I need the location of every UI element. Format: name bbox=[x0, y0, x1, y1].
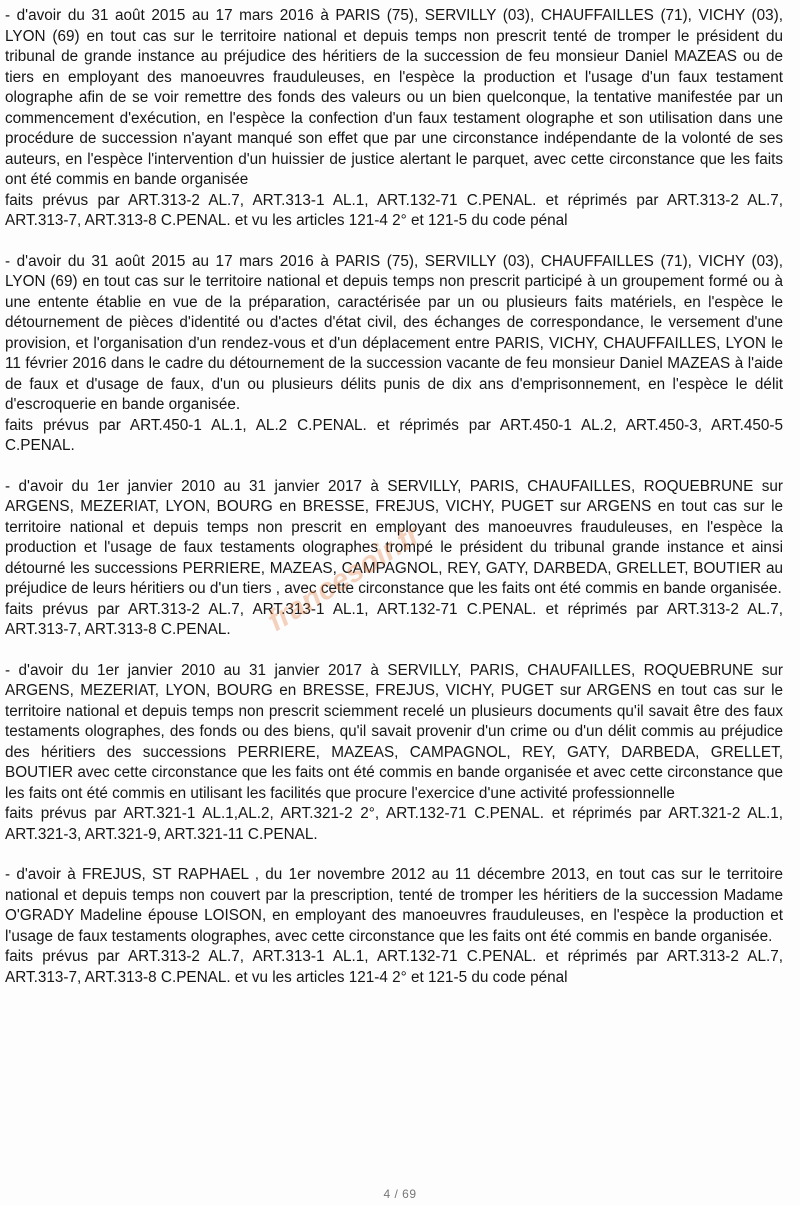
legal-reference: faits prévus par ART.321-1 AL.1,AL.2, ART.321-2 2°, ART.132-71 C.PENAL. et réprimés par ART.321-2 AL.1, ART.321-3, ART.321-9, ART.321-11 C.PENAL. bbox=[5, 805, 783, 843]
charge-description: - d'avoir du 1er janvier 2010 au 31 janvier 2017 à SERVILLY, PARIS, CHAUFAILLES, ROQUEBRUNE sur ARGENS, MEZERIAT, LYON, BOURG en BRESSE, FREJUS, VICHY, PUGET sur ARGENS en tout cas sur le territoire national et depuis temps non prescrit en employant des manoeuvres frauduleuses, en l'espèce la production et l'usage de faux testaments olographes trompé le président du tribunal grande instance et ainsi détourné les successions PERRIERE, MAZEAS, CAMPAGNOL, REY, GATY, DARBEDA, GRELLET, BOUTIER au préjudice de leurs héritiers ou d'un tiers , avec cette circonstance que les faits ont été commis en bande organisée. bbox=[5, 477, 783, 597]
charge-paragraph-5 bbox=[5, 865, 783, 988]
charge-description: - d'avoir à FREJUS, ST RAPHAEL , du 1er novembre 2012 au 11 décembre 2013, en tout cas sur le territoire national et depuis temps non couvert par la prescription, tenté de tromper les héritiers de la succession Madame O'GRADY Madeline épouse LOISON, en employant des manoeuvres frauduleuses, en l'espèce la production et l'usage de faux testaments olographes, avec cette circonstance que les faits ont été commis en bande organisée. bbox=[5, 866, 783, 945]
charge-description: - d'avoir du 31 août 2015 au 17 mars 2016 à PARIS (75), SERVILLY (03), CHAUFFAILLES (71), VICHY (03), LYON (69) en tout cas sur le territoire national et depuis temps non prescrit participé à un groupement formé ou à une entente établie en vue de la préparation, caractérisée par un ou plusieurs faits matériels, en l'espèce le détournement de pièces d'identité ou d'actes d'état civil, des échanges de correspondance, le versement d'une provision, et l'organisation d'un rendez-vous et d'un déplacement entre PARIS, VICHY, CHAUFFAILLES, LYON le 11 février 2016 dans le cadre du détournement de la succession vacante de feu monsieur Daniel MAZEAS à l'aide de faux et d'usage de faux, d'un ou plusieurs délits punis de dix ans d'emprisonnement, en l'espèce le délit d'escroquerie en bande organisée. bbox=[5, 252, 783, 413]
watermark-logo: francesoir.fr bbox=[262, 518, 427, 638]
legal-reference: faits prévus par ART.450-1 AL.1, AL.2 C.PENAL. et réprimés par ART.450-1 AL.2, ART.450-3, ART.450-5 C.PENAL. bbox=[5, 416, 783, 454]
charge-description: - d'avoir du 31 août 2015 au 17 mars 2016 à PARIS (75), SERVILLY (03), CHAUFFAILLES (71), VICHY (03), LYON (69) en tout cas sur le territoire national et depuis temps non prescrit tenté de tromper le président du tribunal de grande instance au préjudice des héritiers de la succession de feu monsieur Daniel MAZEAS ou de tiers en employant des manoeuvres frauduleuses, en l'espèce la production et l'usage d'un faux testament olographe afin de se voir remettre des fonds des valeurs ou un bien quelconque, la tentative manifestée par un commencement d'exécution, en l'espèce la confection d'un faux testament olographe et son utilisation dans une procédure de succession n'ayant manqué son effet que par une circonstance indépendante de la volonté de ses auteurs, en l'espèce l'intervention d'un huissier de justice alertant le parquet, avec cette circonstance que les faits ont été commis en bande organisée bbox=[5, 7, 783, 188]
charge-paragraph-2 bbox=[5, 252, 783, 457]
legal-reference: faits prévus par ART.313-2 AL.7, ART.313-1 AL.1, ART.132-71 C.PENAL. et réprimés par ART.313-2 AL.7, ART.313-7, ART.313-8 C.PENAL. bbox=[5, 600, 783, 638]
charge-paragraph-3 bbox=[5, 477, 783, 641]
charge-paragraph-4 bbox=[5, 661, 783, 846]
document-body bbox=[5, 6, 783, 1008]
legal-reference: faits prévus par ART.313-2 AL.7, ART.313-1 AL.1, ART.132-71 C.PENAL. et réprimés par ART.313-2 AL.7, ART.313-7, ART.313-8 C.PENAL. et vu les articles 121-4 2° et 121-5 du code pénal bbox=[5, 191, 783, 229]
legal-reference: faits prévus par ART.313-2 AL.7, ART.313-1 AL.1, ART.132-71 C.PENAL. et réprimés par ART.313-2 AL.7, ART.313-7, ART.313-8 C.PENAL. et vu les articles 121-4 2° et 121-5 du code pénal bbox=[5, 948, 783, 986]
page-number: 4 / 69 bbox=[383, 1187, 417, 1201]
charge-description: - d'avoir du 1er janvier 2010 au 31 janvier 2017 à SERVILLY, PARIS, CHAUFAILLES, ROQUEBRUNE sur ARGENS, MEZERIAT, LYON, BOURG en BRESSE, FREJUS, VICHY, PUGET sur ARGENS en tout cas sur le territoire national et depuis temps non prescrit sciemment recelé un plusieurs documents qu'il savait être des faux testaments olographes, des fonds ou des biens, qu'il savait provenir d'un crime ou d'un délit commis au préjudice des héritiers des successions PERRIERE, MAZEAS, CAMPAGNOL, REY, GATY, DARBEDA, GRELLET, BOUTIER avec cette circonstance que les faits ont été commis en bande organisée et avec cette circonstance que les faits ont été commis en utilisant les facilités que procure l'exercice d'une activité professionnelle bbox=[5, 661, 783, 802]
charge-paragraph-1 bbox=[5, 6, 783, 232]
